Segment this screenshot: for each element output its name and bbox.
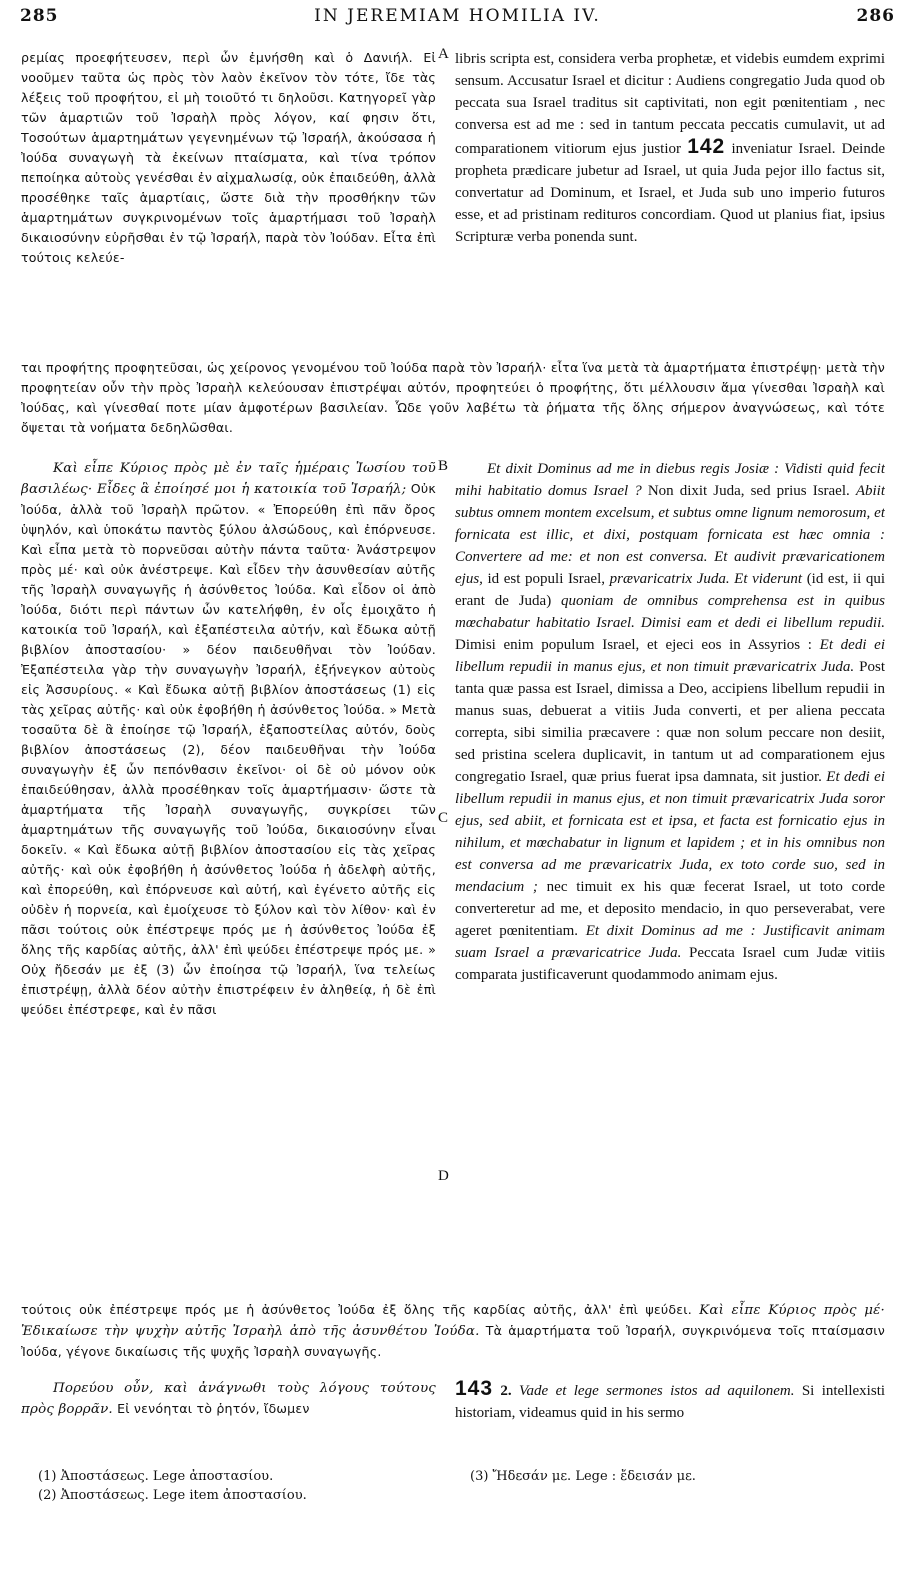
latin-quote-6: Et dedi ei libellum repudii in manus ejus, et non timuit prævaricatrix Juda soror ejus, sed abiit, et fornicata est et ipsa, et facta est fornicatio ejus in nihilum, et mœchabatur in lignum et lapidem ; et in his omnibus non est conversa ad me prævaricatrix Juda, ex toto corde suo, sed in mendacium ; <box>455 769 885 895</box>
footnote-3: (3) Ἤδεσάν με. Lege : ἔδεισάν με. <box>470 1469 696 1484</box>
latin-column-2 <box>455 458 885 1296</box>
greek-full-width-2 <box>21 1300 885 1370</box>
section-number: 2. <box>500 1383 512 1399</box>
greek-commentary: Οὐκ Ἰούδα, ἀλλὰ τοῦ Ἰσραὴλ πρῶτον. « Ἐπορεύθη ἐπὶ πᾶν ὄρος ὑψηλόν, καὶ ὑποκάτω παντὸς ξύλου ἀλσώδους, καὶ ἐπόρνευσε. Καὶ εἶπα μετὰ τὸ πορνεῦσαι αὐτὴν πάντα ταῦτα· Ἀνάστρεψον πρὸς μέ· καὶ οὐκ ἀνέστρεψε. Καὶ εἶδεν τὴν ἀσυνθεσίαν αὐτῆς τῆς Ἰσραὴλ συναγωγῆς ἡ ἀσύνθετος Ἰούδα. Καὶ εἶδον οἱ ἀπὸ Ἰούδα, διότι περὶ πάντων ὧν κατελήφθη, ἐν οἷς ἐμοιχᾶτο ἡ κατοικία τοῦ Ἰσραήλ, καὶ ἐξαπέστειλα αὐτήν, καὶ ἔδωκα αὐτῇ βιβλίον ἀποστασίου· » δέον παιδευθῆναι τὸν Ἰούδαν. Ἐξαπέστειλα γὰρ τὴν συναγωγὴν Ἰσραήλ, ἐξήνεγκον αὐτοὺς εἰς Ἀσσυρίους. « Καὶ ἔδωκα αὐτῇ βιβλίον ἀποστάσεως (1) εἰς τὰς χεῖρας αὐτῆς· καὶ οὐκ ἐφοβήθη ἡ ἀσύνθετος Ἰούδα. » Μετὰ τοσαῦτα δὲ ἃ ἐποίησε τῷ Ἰσραήλ, ἐξαποστείλας αὐτόν, δοὺς βιβλίον ἀποστάσεως (2), δέον παιδευθῆναι τὴν Ἰούδα συναγωγὴν ἐξ ὧν πεπόνθασιν ἐκεῖνοι· οἱ δὲ οὐ μόνον οὐκ ἐπαιδεύθησαν, ἀλλὰ προσέθηκαν τοῖς ἁμαρτήμασιν· ὥστε τὰ ἁμαρτήματα τῆς Ἰσραὴλ συναγωγῆς, συγκρίσει τῶν ἁμαρτημάτων τῆς συναγωγῆς τοῦ Ἰούδα, δικαιοσύνην εἶναι δοκεῖν. « Καὶ ἔδωκα αὐτῇ βιβλίον ἀποστασίου εἰς τὰς χεῖρας αὐτῆς· καὶ οὐκ ἐφοβήθη ἡ ἀσύνθετος Ἰούδα ἡ ἀδελφὴ αὐτῆς, καὶ ἐπορεύθη, καὶ ἐπόρνευσε καὶ αὐτή, καὶ ἐγένετο αὐτῆς εἰς οὐδὲν ἡ πορνεία, καὶ ἐμοίχευσε τὸ ξύλον καὶ τὸν λίθον· καὶ ἐν πᾶσι τούτοις οὐκ ἐπέστρεψε πρός με ἡ ἀσύνθετος Ἰούδα ἐξ ὅλης τῆς καρδίας αὐτῆς, ἀλλ' ἐπὶ ψεύδει ἐπέστρεψε πρός με. » Οὐχ ἤδεσάν με ἐξ (3) ὧν ἐποίησα τῷ Ἰσραήλ, ἵνα τελείως ἐπιστρέψῃ, ἀλλὰ δέον αὐτὴν ἐπιστρέφειν ἐν ἀληθείᾳ, ἡ δὲ ἐπὶ ψεύδει ἐπέστρεφε, καὶ ἐν πᾶσι <box>21 481 436 1017</box>
footnote-2: (2) Ἀποστάσεως. Lege item ἀποστασίου. <box>38 1488 307 1503</box>
margin-marker-c: C <box>438 810 449 826</box>
latin-text-4: Dimisi enim populum Israel, et ejeci eos in Assyrios : <box>455 637 812 653</box>
greek-scripture-quote: Καὶ εἶπε Κύριος πρὸς μὲ ἐν ταῖς ἡμέραις Ἰωσίου τοῦ βασιλέως· Εἶδες ἃ ἐποίησέ μοι ἡ κατοικία τοῦ Ἰσραήλ; <box>21 461 436 497</box>
left-page-number: 285 <box>20 6 59 26</box>
greek-full-text-1: τούτοις οὐκ ἐπέστρεψε πρός με ἡ ἀσύνθετος Ἰούδα ἐξ ὅλης τῆς καρδίας αὐτῆς, ἀλλ' ἐπὶ ψεύδει. <box>21 1302 692 1317</box>
greek-column-1 <box>21 48 436 360</box>
greek-full-width-1 <box>21 358 885 448</box>
latin-column-3 <box>455 1378 885 1428</box>
latin-text-7: Peccata Israel cum Judæ vitiis comparata justificaverunt quodammodo animam ejus. <box>455 945 885 983</box>
latin-quote-7: Et dixit Dominus ad me : Justificavit animam suam Israel a prævaricatrice Juda. <box>455 923 885 961</box>
latin-quote-3: prævaricatrix Juda. Et viderunt <box>609 571 803 587</box>
right-page-number: 286 <box>856 6 895 26</box>
latin-quote-2: Abiit subtus omnem montem excelsum, et subtus omne lignum nemorosum, et fornicata est illic, et dixi, postquam fornicata est hæc omnia : Convertere ad me: et non est conversa. Et audivit prævaricationem ejus, <box>455 483 885 587</box>
latin-text-north: Si intellexisti historiam, videamus quid in his sermo <box>455 1383 885 1421</box>
migne-column-number-2: 143 <box>455 1378 494 1400</box>
greek-full-paragraph: ται προφήτης προφητεῦσαι, ὡς χείρονος γενομένου τοῦ Ἰούδα παρὰ τὸν Ἰσραήλ· εἶτα ἵνα μετὰ τὰ ἁμαρτήματα ἐπιστρέψῃ· μετὰ τὴν προφητείαν οὖν τὴν πρὸς Ἰσραὴλ κελεύουσαν ἐπιστρέψαι αὐτόν, προφητεύει ὁ προφήτης, ὅτι μέλλουσιν ἅμα γίνεσθαι Ἰσραὴλ καὶ Ἰούδας, καὶ γίνεσθαί ποτε μίαν ἀμφοτέρων βασιλείαν. Ὧδε γοῦν λαβέτω τὰ ῥήματα τῆς ὅλης σήμερον ἀναγνώσεως, καὶ τότε ὄψεται τὰ νοήματα δεδηλῶσθαι. <box>21 360 885 435</box>
margin-marker-b: B <box>438 458 449 474</box>
margin-marker-a: A <box>438 46 449 62</box>
greek-full-quote: Καὶ εἶπε Κύριος πρὸς μέ· Ἐδικαίωσε τὴν ψυχὴν αὐτῆς Ἰσραὴλ ἀπὸ τῆς ἀσυνθέτου Ἰούδα. <box>21 1303 885 1339</box>
greek-column-3 <box>21 1378 436 1424</box>
latin-text-5: Post tanta quæ passa est Israel, dimissa a Deo, accipiens libellum repudii in manus suas, debuerat a vitiis Juda converti, et per aliena peccata correpta, sibi similia præcavere : quæ non solum peccare non desiit, sed pristina scelera duplicavit, in tantum ut ad comparationem ejus congregatio Israel, quæ prius fuerat ipsa damnata, sit justior. <box>455 659 885 785</box>
margin-marker-d: D <box>438 1168 449 1184</box>
latin-paragraph-before: libris scripta est, considera verba prophetæ, et videbis eumdem exprimi sensum. Accusatur Israel et dicitur : Audiens congregatio Juda quod ob peccata sua Israel traditus sit captivitati, non egit pœnitentiam , nec conversa est ad me : sed in tantum peccata peccatis cumulavit, ut ad comparationem vitiorum ejus justior <box>455 51 885 157</box>
latin-text-6: nec timuit ex his quæ fecerat Israel, ut toto corde converteretur ad me, et deposito mendacio, in quo perseverabat, vere ageret pœnitentiam. <box>455 879 885 939</box>
latin-text-1: Non dixit Juda, sed prius Israel. <box>647 483 850 499</box>
footnote-1: (1) Ἀποστάσεως. Lege ἀποστασίου. <box>38 1469 274 1484</box>
running-title: IN JEREMIAM HOMILIA IV. <box>314 6 601 26</box>
greek-quote-north: Πορεύου οὖν, καὶ ἀνάγνωθι τοὺς λόγους τούτους πρὸς βορρᾶν. <box>21 1381 436 1417</box>
latin-quote-north: Vade et lege sermones istos ad aquilonem. <box>519 1383 795 1399</box>
latin-text-2: id est populi Israel, <box>487 571 606 587</box>
greek-column-2 <box>21 458 436 1296</box>
latin-paragraph-after: inveniatur Israel. Deinde propheta prædicare jubetur ad Israel, ut quia Juda pejor illo factus sit, convertatur ad Dominum, et Israel, et Juda sub uno imperio futuros esse, et ad pristinam redituros concordiam. Quod ut planius fiat, ipsius Scripturæ verba ponenda sunt. <box>455 141 885 245</box>
greek-text-north: Εἰ νενόηται τὸ ῥητόν, ἴδωμεν <box>117 1401 310 1416</box>
latin-quote-4: quoniam de omnibus comprehensa est in quibus mœchabatur habitatio Israel. Dimisi eam et dedi ei libellum repudii. <box>455 593 885 631</box>
greek-paragraph: ρεμίας προεφήτευσεν, περὶ ὧν ἐμνήσθη καὶ ὁ Δανιήλ. Εἰ νοοῦμεν ταῦτα ὡς πρὸς τὸν λαὸν ἐκεῖνον τὸν τότε, ἴδε τὰς λέξεις τοῦ προφήτου, εἰ μὴ τοιοῦτό τι δηλοῦσι. Κατηγορεῖ γὰρ τῶν ἁμαρτιῶν τοῦ Ἰσραὴλ πρὸς λόγον, καί φησιν ὅτι, Τοσούτων ἁμαρτημάτων γεγενημένων τῷ Ἰσραήλ, ἀκούσασα ἡ Ἰούδα συναγωγὴ τὰ ἐκείνων πταίσματα, καὶ τίνα τρόπον πεποίηκα αὐτοὺς γενέσθαι ἐν αἰχμαλωσίᾳ, οὐκ ἐπαιδεύθη, ἀλλὰ προσέθηκε ταῖς ἁμαρτίαις, ὥστε διὰ τὴν προσθήκην τῶν ἁμαρτημάτων συγκρινομένων τοῖς ἁμαρτήμασι τοῦ Ἰσραὴλ δικαιοσύνην εὑρῆσθαι ἐν τῷ Ἰσραήλ, παρὰ τὸν Ἰούδαν. Εἶτα ἐπὶ τούτοις κελεύε- <box>21 50 436 265</box>
greek-full-text-2: Τὰ ἁμαρτήματα τοῦ Ἰσραήλ, συγκρινόμενα τοῖς πταίσμασιν Ἰούδα, γέγονε δικαίωσις τῆς ψυχῆς Ἰσραὴλ συναγωγῆς. <box>21 1323 885 1359</box>
running-header <box>20 6 895 32</box>
latin-quote-5: Et dedi ei libellum repudii in manus ejus, et non timuit prævaricatrix Juda. <box>455 637 885 675</box>
migne-column-number: 142 <box>687 135 726 158</box>
latin-text-3: (id est, ii qui erant de Juda) <box>455 571 885 609</box>
latin-column-1 <box>455 48 885 360</box>
latin-quote-1: Et dixit Dominus ad me in diebus regis Josiæ : Vidisti quid fecit mihi habitatio domus Israel ? <box>455 461 885 499</box>
